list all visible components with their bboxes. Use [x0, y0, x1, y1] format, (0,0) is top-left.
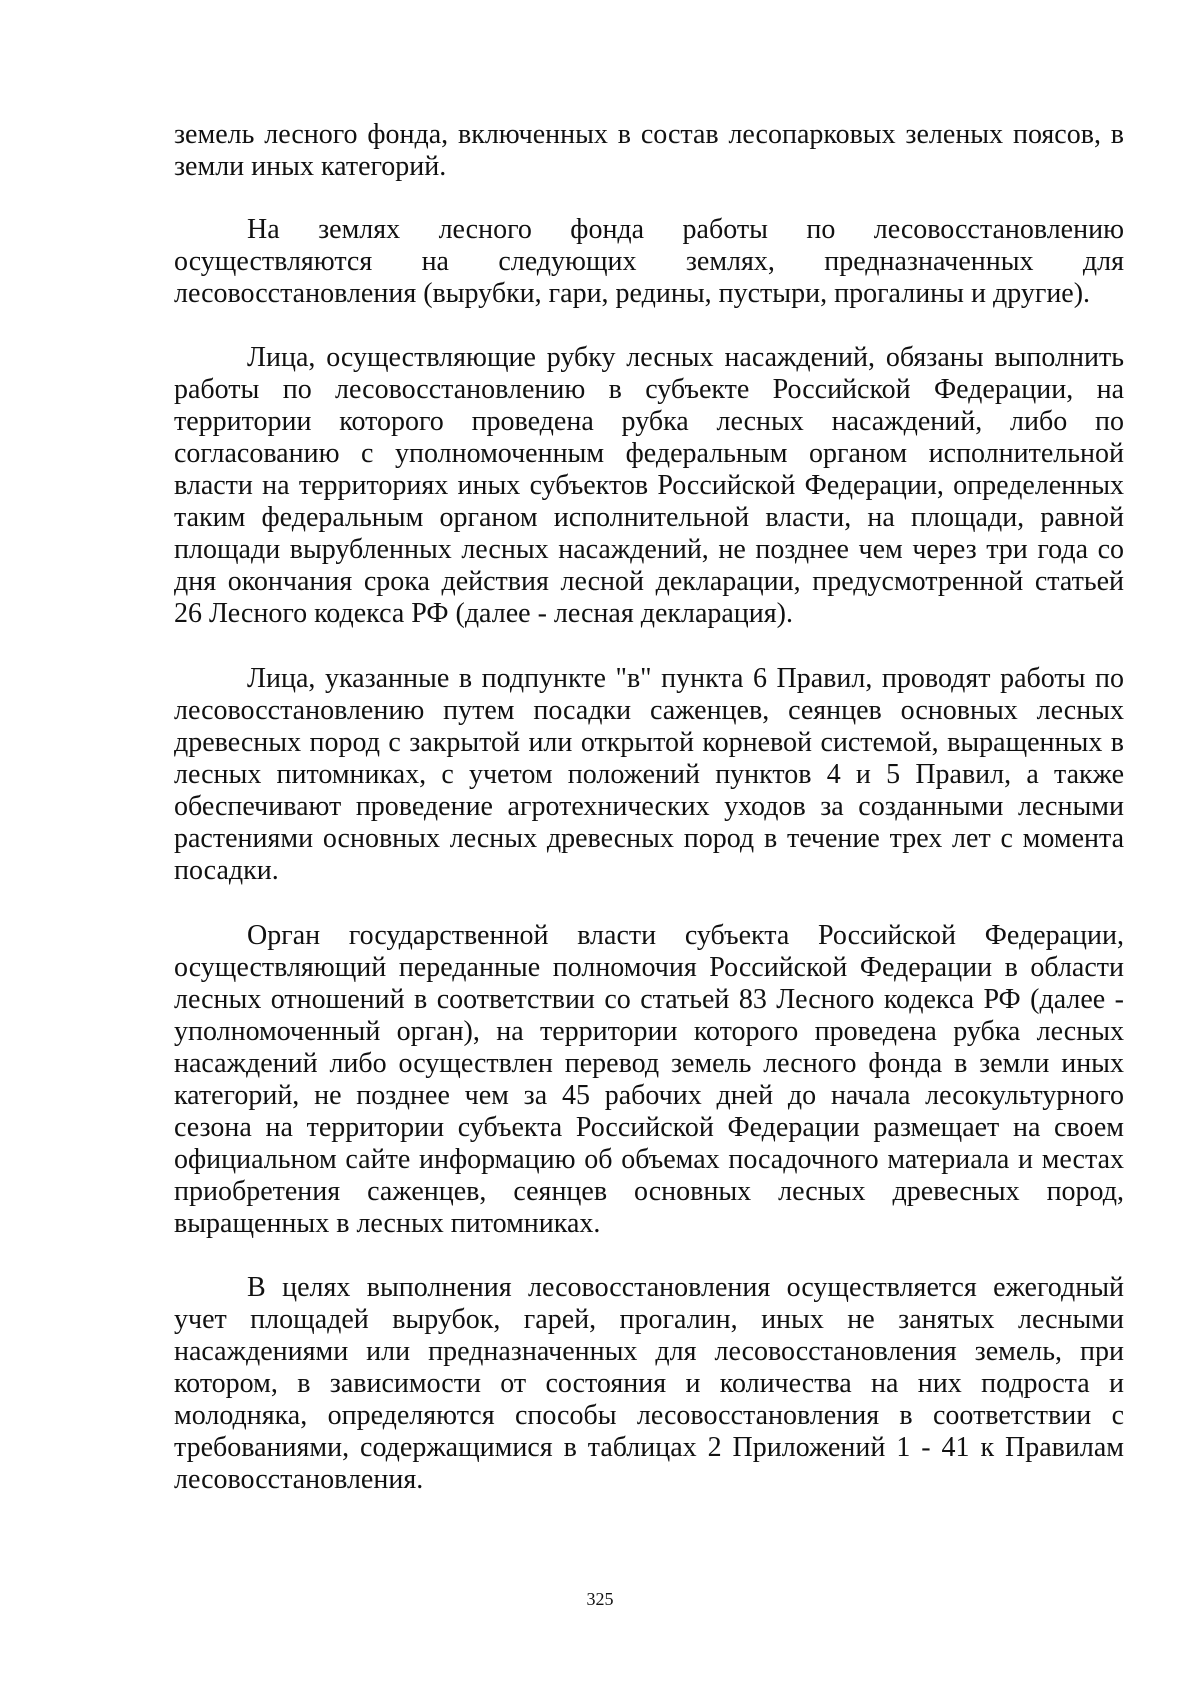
paragraph-felling-obligations: [174, 342, 1124, 630]
page-number: 325: [586, 1589, 614, 1609]
paragraph-planting-works: [174, 663, 1124, 887]
paragraph-text: Орган государственной власти субъекта Российской Федерации, осуществляющий переданные полномочия Российской Федерации в области лесных отношений в соответствии со статьей 83 Лесного кодекса РФ (далее - уполномоченный орган), на территории которого проведена рубка лесных насаждений либо осуществлен перевод земель лесного фонда в земли иных категорий, не позднее чем за 45 рабочих дней до начала лесокультурного сезона на территории субъекта Российской Федерации размещает на своем официальном сайте информацию об объемах посадочного материала и местах приобретения саженцев, сеянцев основных лесных древесных пород, выращенных в лесных питомниках.: [174, 920, 1124, 1239]
paragraph-text: В целях выполнения лесовосстановления осуществляется ежегодный учет площадей вырубок, гарей, прогалин, иных не занятых лесными насаждениями или предназначенных для лесовосстановления земель, при котором, в зависимости от состояния и количества на них подроста и молодняка, определяются способы лесовосстановления в соответствии с требованиями, содержащимися в таблицах 2 Приложений 1 - 41 к Правилам лесовосстановления.: [174, 1272, 1124, 1495]
paragraph-reforestation-lands: [174, 214, 1124, 310]
paragraph-text: Лица, указанные в подпункте "в" пункта 6 Правил, проводят работы по лесовосстановлению путем посадки саженцев, сеянцев основных лесных древесных пород с закрытой или открытой корневой системой, выращенных в лесных питомниках, с учетом положений пунктов 4 и 5 Правил, а также обеспечивают проведение агротехнических уходов за созданными лесными растениями основных лесных древесных пород в течение трех лет с момента посадки.: [174, 663, 1124, 886]
paragraph-annual-accounting: [174, 1272, 1124, 1496]
paragraph-text: На землях лесного фонда работы по лесовосстановлению осуществляются на следующих землях, предназначенных для лесовосстановления (вырубки, гари, редины, пустыри, прогалины и другие).: [174, 214, 1124, 309]
paragraph-continuation: [174, 119, 1124, 183]
paragraph-text: Лица, осуществляющие рубку лесных насаждений, обязаны выполнить работы по лесовосстановлению в субъекте Российской Федерации, на территории которого проведена рубка лесных насаждений, либо по согласованию с уполномоченным федеральным органом исполнительной власти на территориях иных субъектов Российской Федерации, определенных таким федеральным органом исполнительной власти, на площади, равной площади вырубленных лесных насаждений, не позднее чем через три года со дня окончания срока действия лесной декларации, предусмотренной статьей 26 Лесного кодекса РФ (далее - лесная декларация).: [174, 342, 1124, 629]
paragraph-authorized-body: [174, 920, 1124, 1240]
paragraph-text: земель лесного фонда, включенных в состав лесопарковых зеленых поясов, в земли иных категорий.: [174, 119, 1124, 182]
